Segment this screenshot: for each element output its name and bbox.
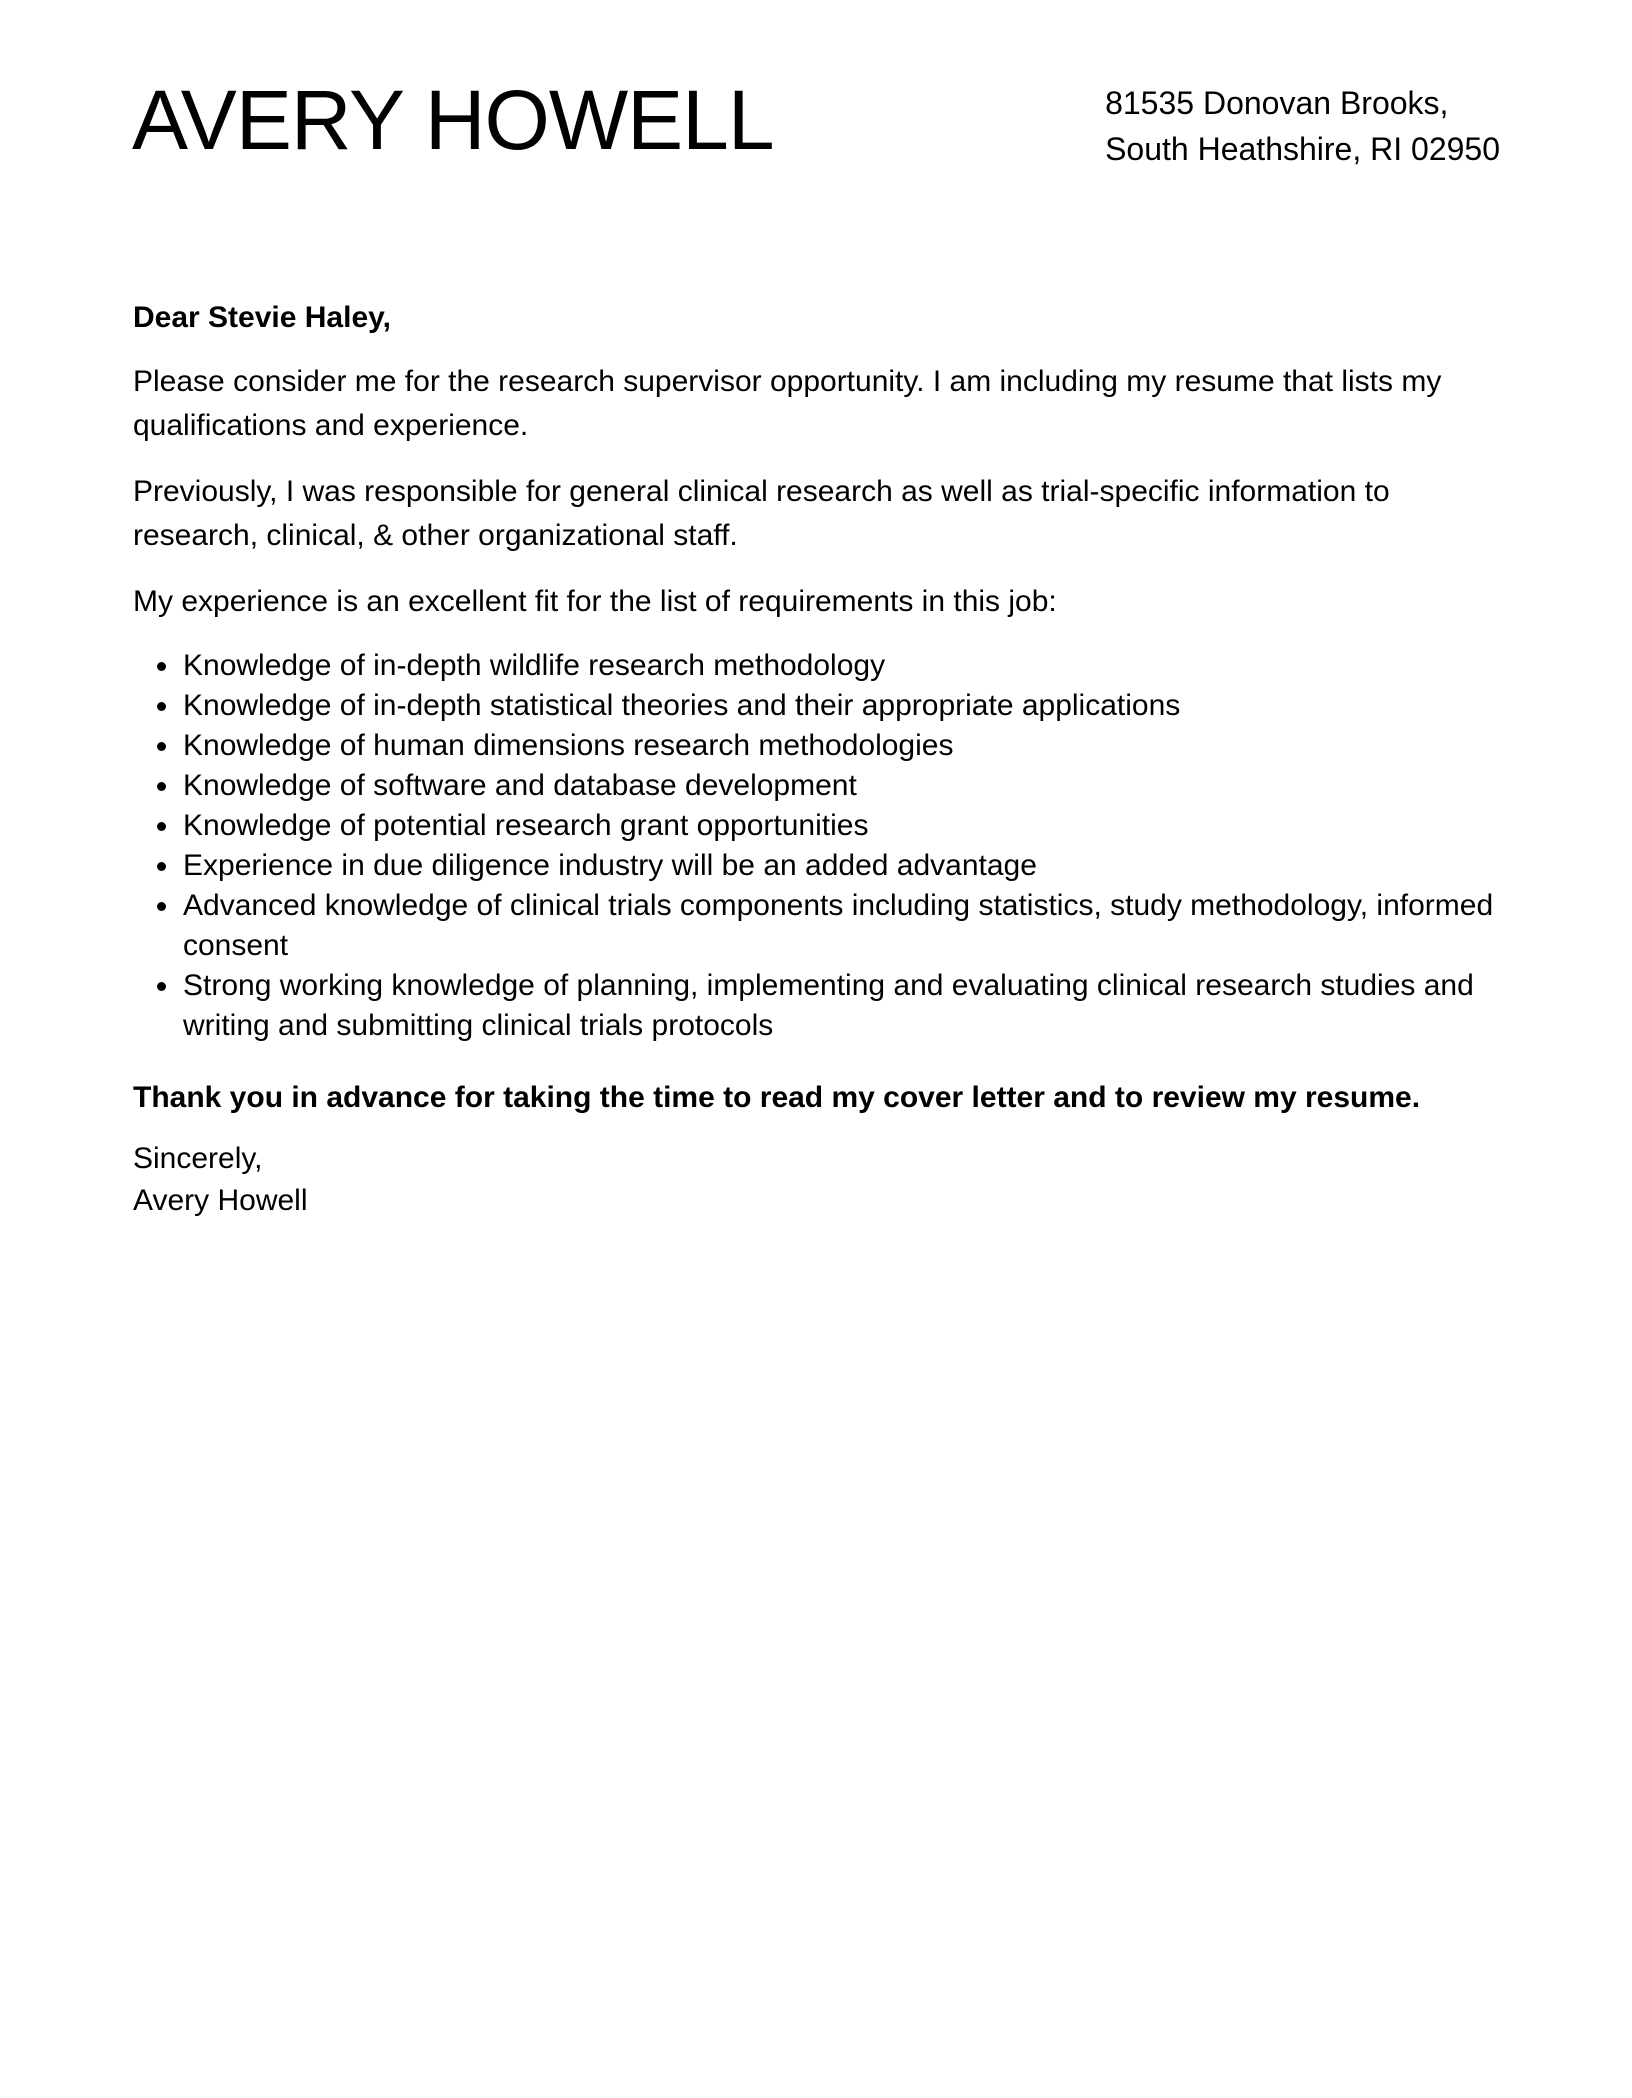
signature-name: Avery Howell	[133, 1184, 308, 1217]
paragraph-intro: Please consider me for the research supervisor opportunity. I am including my resume that lists my qualifications and experience.	[133, 365, 1442, 442]
letter-body	[133, 296, 1503, 1222]
requirements-list	[133, 646, 1503, 1046]
list-item: • Knowledge of in-depth statistical theories and their appropriate applications	[181, 686, 1503, 726]
list-item: • Experience in due diligence industry will be an added advantage	[181, 846, 1503, 886]
address-line-2: South Heathshire, RI 02950	[1105, 131, 1500, 167]
applicant-name: AVERY HOWELL	[132, 73, 774, 167]
address-line-1: 81535 Donovan Brooks,	[1105, 85, 1449, 121]
salutation: Dear Stevie Haley,	[133, 301, 391, 334]
list-item: • Knowledge of in-depth wildlife research methodology	[181, 646, 1503, 686]
closing-statement: Thank you in advance for taking the time to read my cover letter and to review my resume.	[133, 1081, 1421, 1114]
address-block	[1105, 80, 1500, 172]
list-item: • Knowledge of human dimensions research methodologies	[181, 726, 1503, 766]
paragraph-previous-role: Previously, I was responsible for general clinical research as well as trial-specific information to research, clinical, & other organizational staff.	[133, 475, 1390, 552]
signoff: Sincerely,	[133, 1142, 263, 1175]
paragraph-requirements-intro: My experience is an excellent fit for the list of requirements in this job:	[133, 585, 1057, 618]
list-item: • Strong working knowledge of planning, implementing and evaluating clinical research studies and writing and submitting clinical trials protocols	[181, 966, 1503, 1046]
signoff-block	[133, 1138, 1503, 1222]
list-item: • Advanced knowledge of clinical trials components including statistics, study methodology, informed consent	[181, 886, 1503, 966]
list-item: • Knowledge of software and database development	[181, 766, 1503, 806]
list-item: • Knowledge of potential research grant opportunities	[181, 806, 1503, 846]
